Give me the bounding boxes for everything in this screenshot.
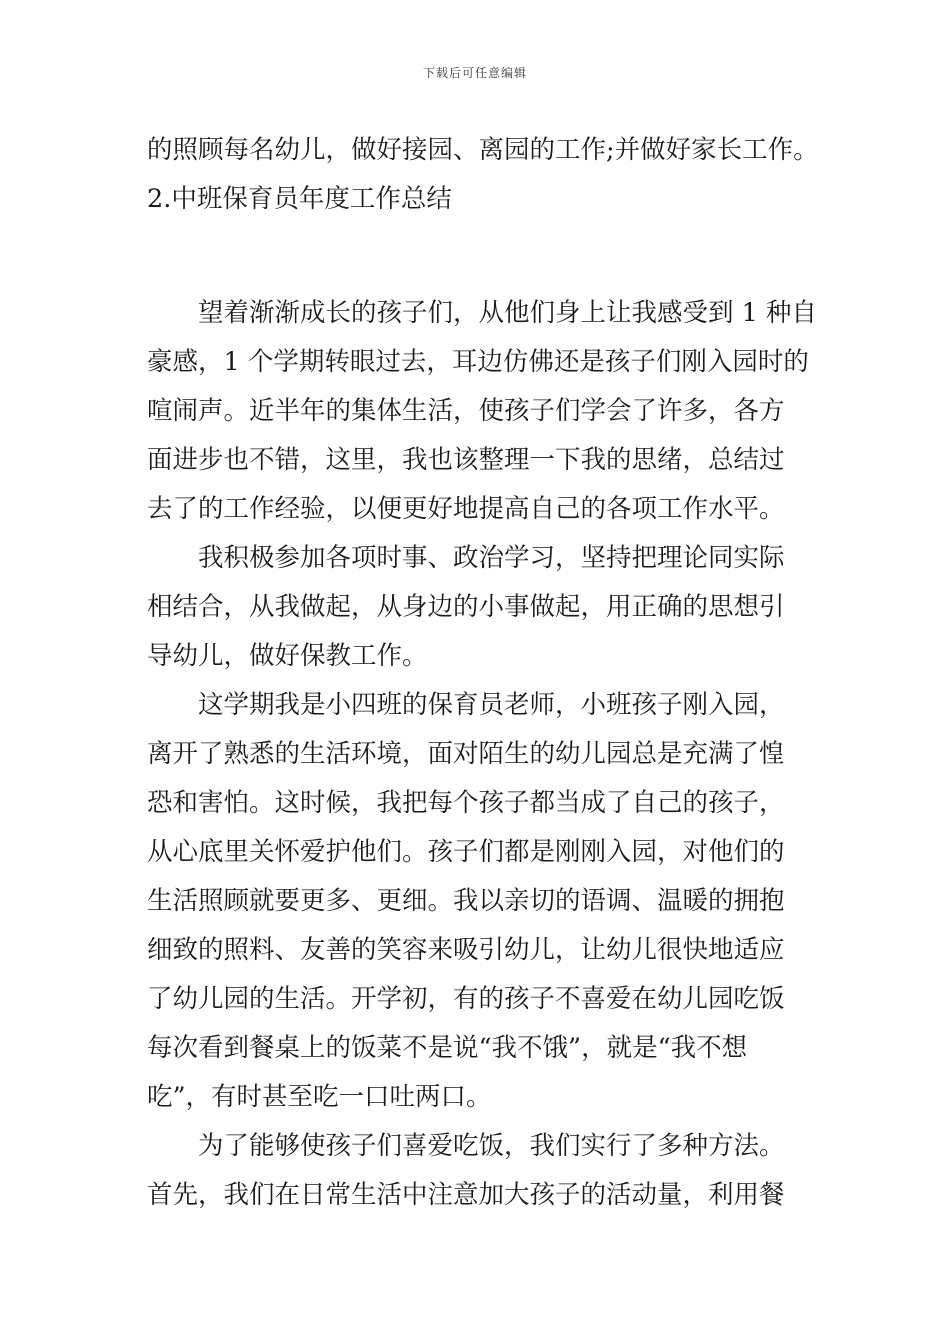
text-line: 每次看到餐桌上的饭菜不是说“我不饿”，就是“我不想 [147, 1033, 748, 1063]
text-line: 离开了熟悉的生活环境，面对陌生的幼儿园总是充满了惶 [147, 739, 785, 769]
document-body [147, 126, 817, 1220]
text-line: 豪感，1 个学期转眼过去，耳边仿佛还是孩子们刚入园时的 [147, 347, 809, 377]
text-line: 恐和害怕。这时候，我把每个孩子都当成了自己的孩子， [147, 788, 785, 818]
text-line: 从心底里关怀爱护他们。孩子们都是刚刚入园，对他们的 [147, 837, 785, 867]
text-line: 生活照顾就要更多、更细。我以亲切的语调、温暖的拥抱 [147, 886, 785, 916]
text-line: 喧闹声。近半年的集体生活，使孩子们学会了许多，各方 [147, 396, 785, 426]
text-line: 相结合，从我做起，从身边的小事做起，用正确的思想引 [147, 592, 785, 622]
text-line: 细致的照料、友善的笑容来吸引幼儿，让幼儿很快地适应 [147, 935, 785, 965]
text-line: 首先，我们在日常生活中注意加大孩子的活动量，利用餐 [147, 1180, 785, 1210]
text-line: 了幼儿园的生活。开学初，有的孩子不喜爱在幼儿园吃饭 [147, 984, 785, 1014]
paragraph-first-line: 我积极参加各项时事、政治学习，坚持把理论同实际 [198, 543, 785, 573]
text-line: 吃”，有时甚至吃一口吐两口。 [147, 1082, 492, 1112]
paragraph-first-line: 为了能够使孩子们喜爱吃饭，我们实行了多种方法。 [198, 1131, 785, 1161]
text-line: 去了的工作经验，以便更好地提高自己的各项工作水平。 [147, 494, 785, 524]
text-line: 面进步也不错，这里，我也该整理一下我的思绪，总结过 [147, 445, 785, 475]
page-header: 下载后可任意编辑 [422, 66, 527, 80]
text-line: 导幼儿，做好保教工作。 [147, 641, 428, 671]
paragraph-first-line: 这学期我是小四班的保育员老师，小班孩子刚入园， [198, 690, 785, 720]
section-heading: 2.中班保育员年度工作总结 [147, 184, 452, 214]
text-line: 的照顾每名幼儿，做好接园、离园的工作;并做好家长工作。 [147, 135, 819, 165]
paragraph-first-line: 望着渐渐成长的孩子们，从他们身上让我感受到 1 种自 [198, 298, 817, 328]
